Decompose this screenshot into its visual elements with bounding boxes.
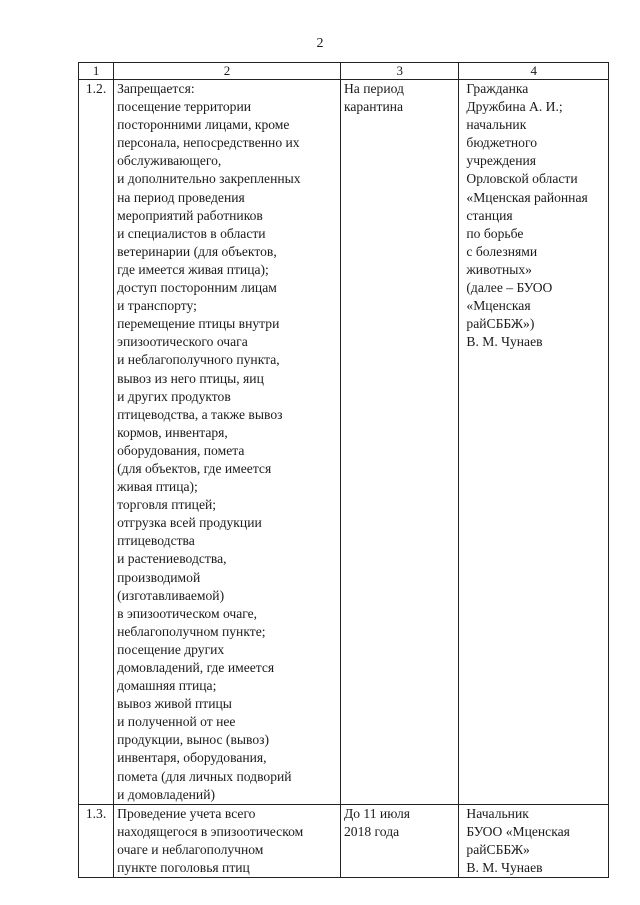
text-line: и домовладений) <box>117 786 216 802</box>
text-line: птицеводства <box>117 533 195 549</box>
text-line: карантина <box>343 99 404 115</box>
text-line: 2018 года <box>343 823 400 839</box>
measure-cell <box>114 80 341 805</box>
text-line: (для объектов, где имеется <box>117 460 272 476</box>
text-line: оборудования, помета <box>117 442 245 458</box>
text-line: птицеводства, а также вывоз <box>117 406 283 422</box>
text-line: Начальник <box>466 805 529 821</box>
text-line: в эпизоотическом очаге, <box>117 605 258 621</box>
responsible-cell <box>459 80 609 805</box>
text-line: эпизоотического очага <box>117 334 248 350</box>
table-header-row <box>79 63 609 80</box>
text-line: помета (для личных подворий <box>117 768 292 784</box>
text-line: находящегося в эпизоотическом <box>117 823 304 839</box>
text-line: вывоз из него птицы, яиц <box>117 370 264 386</box>
header-cell-2: 2 <box>114 63 341 80</box>
text-line: посещение других <box>117 641 225 657</box>
text-line: Проведение учета всего <box>117 805 256 821</box>
term-cell <box>340 804 458 877</box>
text-line: неблагополучном пункте; <box>117 623 266 639</box>
text-line: с болезнями <box>466 243 538 259</box>
text-line: на период проведения <box>117 189 245 205</box>
text-line: и дополнительно закрепленных <box>117 171 301 187</box>
term-cell <box>340 80 458 805</box>
text-line: где имеется живая птица); <box>117 261 269 277</box>
measures-table <box>78 62 609 878</box>
text-line: пункте поголовья птиц <box>117 860 250 876</box>
text-line: и транспорту; <box>117 298 197 314</box>
text-line: доступ посторонним лицам <box>117 280 277 296</box>
text-line: (изготавливаемой) <box>117 587 225 603</box>
text-line: и растениеводства, <box>117 551 227 567</box>
text-line: очаге и неблагополучном <box>117 841 264 857</box>
text-line: домовладений, где имеется <box>117 660 275 675</box>
text-line: и полученной от нее <box>117 714 236 730</box>
header-cell-3: 3 <box>340 63 458 80</box>
text-line: райСББЖ» <box>466 841 530 857</box>
text-line: мероприятий работников <box>117 207 263 223</box>
text-line: посещение территории <box>117 99 251 115</box>
text-line: «Мценская <box>466 298 531 314</box>
text-line: «Мценская районная <box>466 189 588 205</box>
text-line: До 11 июля <box>343 805 411 821</box>
text-line: Запрещается: <box>117 81 195 96</box>
text-line: и специалистов в области <box>117 225 266 241</box>
text-line: отгрузка всей продукции <box>117 515 262 531</box>
text-line: начальник <box>466 117 527 133</box>
measure-cell <box>114 804 341 877</box>
text-line: райСББЖ») <box>466 316 535 332</box>
text-line: и других продуктов <box>117 388 231 404</box>
responsible-cell <box>459 804 609 877</box>
text-line: персонала, непосредственно их <box>117 135 300 151</box>
text-line: В. М. Чунаев <box>466 860 543 876</box>
text-line: бюджетного <box>466 135 537 151</box>
text-line: БУОО «Мценская <box>466 823 570 839</box>
text-line: (далее – БУОО <box>466 280 553 296</box>
text-line: кормов, инвентаря, <box>117 424 228 440</box>
text-line: На период <box>343 81 404 96</box>
text-line: Дружбина А. И.; <box>466 99 563 115</box>
table-row <box>79 80 609 805</box>
text-line: станция <box>466 207 513 223</box>
text-line: Орловской области <box>466 171 578 187</box>
text-line: В. М. Чунаев <box>466 334 543 350</box>
text-line: продукции, вынос (вывоз) <box>117 732 270 748</box>
page-number: 2 <box>316 36 324 51</box>
text-line: инвентаря, оборудования, <box>117 750 267 766</box>
header-cell-1: 1 <box>79 63 114 80</box>
text-line: перемещение птицы внутри <box>117 316 280 332</box>
text-line: торговля птицей; <box>117 497 217 513</box>
text-line: производимой <box>117 569 201 585</box>
text-line: Гражданка <box>466 81 529 96</box>
text-line: вывоз живой птицы <box>117 696 232 712</box>
text-line: животных» <box>466 261 532 277</box>
text-line: ветеринарии (для объектов, <box>117 243 277 259</box>
text-line: посторонними лицами, кроме <box>117 117 290 133</box>
text-line: учреждения <box>466 153 537 169</box>
row-number: 1.2. <box>79 80 114 805</box>
text-line: обслуживающего, <box>117 153 222 169</box>
table-row <box>79 804 609 877</box>
text-line: домашняя птица; <box>117 678 217 694</box>
text-line: живая птица); <box>117 479 198 495</box>
text-line: по борьбе <box>466 225 524 241</box>
header-cell-4: 4 <box>459 63 609 80</box>
row-number: 1.3. <box>79 804 114 877</box>
text-line: и неблагополучного пункта, <box>117 352 280 368</box>
